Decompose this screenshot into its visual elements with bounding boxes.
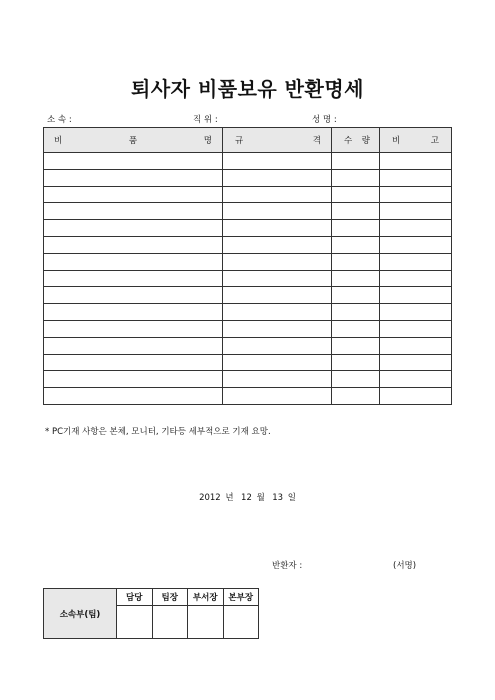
approval-col-dept-head: 부서장 (188, 589, 224, 606)
signature-label: (서명) (393, 561, 417, 571)
table-row (44, 320, 452, 337)
table-row (44, 220, 452, 237)
header-remarks: 비 고 (380, 128, 452, 153)
table-row (44, 236, 452, 253)
remarks-cell[interactable] (380, 153, 452, 170)
item-name-cell[interactable] (44, 371, 223, 388)
document-date (0, 491, 495, 503)
remarks-cell[interactable] (380, 220, 452, 237)
remarks-cell[interactable] (380, 287, 452, 304)
item-name-cell[interactable] (44, 236, 223, 253)
item-name-cell[interactable] (44, 337, 223, 354)
item-name-cell[interactable] (44, 270, 223, 287)
quantity-cell[interactable] (332, 287, 380, 304)
header-quantity: 수 량 (332, 128, 380, 153)
spec-cell[interactable] (223, 270, 332, 287)
remarks-cell[interactable] (380, 337, 452, 354)
approval-sign-box[interactable] (117, 606, 153, 639)
quantity-cell[interactable] (332, 354, 380, 371)
table-row (44, 270, 452, 287)
quantity-cell[interactable] (332, 203, 380, 220)
item-name-cell[interactable] (44, 169, 223, 186)
approval-sign-box[interactable] (223, 606, 259, 639)
table-row (44, 287, 452, 304)
quantity-cell[interactable] (332, 253, 380, 270)
spec-cell[interactable] (223, 169, 332, 186)
table-row (44, 169, 452, 186)
approval-col-division-head: 본부장 (223, 589, 259, 606)
spec-cell[interactable] (223, 304, 332, 321)
spec-cell[interactable] (223, 236, 332, 253)
table-row (44, 304, 452, 321)
spec-cell[interactable] (223, 153, 332, 170)
remarks-cell[interactable] (380, 169, 452, 186)
header-item-name: 비 품 명 (44, 128, 223, 153)
position-label: 직 위 : (193, 115, 218, 125)
pc-entry-note: * PC기재 사항은 본체, 모니터, 기타등 세부적으로 기재 요망. (45, 427, 271, 437)
spec-cell[interactable] (223, 203, 332, 220)
approval-col-team-leader: 팀장 (152, 589, 188, 606)
spec-cell[interactable] (223, 320, 332, 337)
approval-sign-box[interactable] (188, 606, 224, 639)
item-name-cell[interactable] (44, 253, 223, 270)
item-name-cell[interactable] (44, 354, 223, 371)
remarks-cell[interactable] (380, 320, 452, 337)
spec-cell[interactable] (223, 388, 332, 405)
date-month: 12 (241, 493, 252, 503)
remarks-cell[interactable] (380, 270, 452, 287)
remarks-cell[interactable] (380, 203, 452, 220)
document-title: 퇴사자 비품보유 반환명세 (131, 77, 364, 101)
quantity-cell[interactable] (332, 320, 380, 337)
quantity-cell[interactable] (332, 304, 380, 321)
remarks-cell[interactable] (380, 253, 452, 270)
date-month-unit: 월 (256, 493, 265, 503)
spec-cell[interactable] (223, 186, 332, 203)
table-row (44, 253, 452, 270)
spec-cell[interactable] (223, 354, 332, 371)
table-row (44, 337, 452, 354)
remarks-cell[interactable] (380, 186, 452, 203)
table-row (44, 354, 452, 371)
date-year: 2012 (199, 493, 221, 503)
approval-col-staff: 담당 (117, 589, 153, 606)
dept-label: 소 속 : (47, 115, 72, 125)
item-name-cell[interactable] (44, 287, 223, 304)
table-row (44, 153, 452, 170)
table-header-row (44, 128, 452, 153)
item-name-cell[interactable] (44, 153, 223, 170)
table-row (44, 388, 452, 405)
quantity-cell[interactable] (332, 371, 380, 388)
approval-dept-label: 소속부(팀) (44, 589, 117, 639)
remarks-cell[interactable] (380, 304, 452, 321)
header-spec: 규 격 (223, 128, 332, 153)
item-name-cell[interactable] (44, 304, 223, 321)
quantity-cell[interactable] (332, 153, 380, 170)
remarks-cell[interactable] (380, 388, 452, 405)
quantity-cell[interactable] (332, 169, 380, 186)
item-name-cell[interactable] (44, 220, 223, 237)
table-row (44, 203, 452, 220)
date-day: 13 (272, 493, 284, 503)
table-row (44, 186, 452, 203)
items-table (43, 127, 452, 405)
item-name-cell[interactable] (44, 388, 223, 405)
approval-sign-box[interactable] (152, 606, 188, 639)
spec-cell[interactable] (223, 253, 332, 270)
remarks-cell[interactable] (380, 354, 452, 371)
spec-cell[interactable] (223, 220, 332, 237)
item-name-cell[interactable] (44, 320, 223, 337)
date-year-unit: 년 (225, 493, 234, 503)
item-name-cell[interactable] (44, 203, 223, 220)
remarks-cell[interactable] (380, 371, 452, 388)
spec-cell[interactable] (223, 371, 332, 388)
spec-cell[interactable] (223, 337, 332, 354)
spec-cell[interactable] (223, 287, 332, 304)
quantity-cell[interactable] (332, 220, 380, 237)
quantity-cell[interactable] (332, 388, 380, 405)
date-day-unit: 일 (287, 493, 296, 503)
quantity-cell[interactable] (332, 270, 380, 287)
table-row (44, 371, 452, 388)
quantity-cell[interactable] (332, 236, 380, 253)
returner-label: 반환자 : (272, 561, 303, 571)
approval-table (43, 588, 259, 639)
item-name-cell[interactable] (44, 186, 223, 203)
quantity-cell[interactable] (332, 337, 380, 354)
name-label: 성 명 : (312, 115, 337, 125)
remarks-cell[interactable] (380, 236, 452, 253)
quantity-cell[interactable] (332, 186, 380, 203)
